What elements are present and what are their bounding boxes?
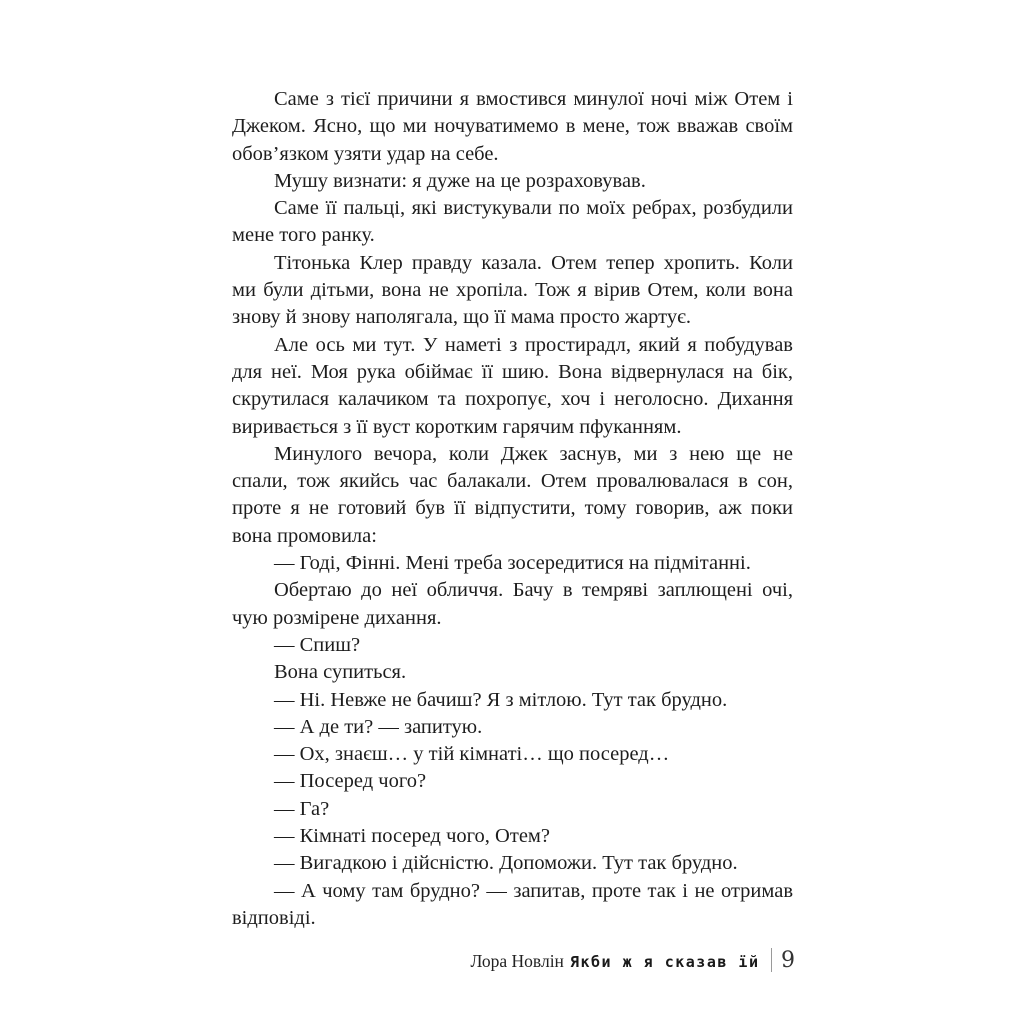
paragraph: Минулого вечора, коли Джек заснув, ми з нею ще не спали, тож якийсь час балакали. Отем провалювалася в сон, проте я не готовий був її відпустити, тому говорив, аж поки вона промовила:: [232, 442, 793, 547]
paragraph: Мушу визнати: я дуже на це розраховував.: [274, 169, 646, 192]
paragraph: — Ох, знаєш… у тій кімнаті… що посеред…: [274, 743, 670, 766]
paragraph: Вона супиться.: [274, 661, 407, 684]
paragraph: — Посеред чого?: [274, 770, 427, 793]
page-footer: [232, 948, 795, 973]
footer-page-number: 9: [781, 948, 795, 973]
footer-book-title: Якби ж я сказав їй: [569, 953, 760, 971]
footer-author: Лора Новлін: [470, 951, 564, 971]
paragraph: Тітонька Клер правду казала. Отем тепер хропить. Коли ми були дітьми, вона не хропіла. Тож я вірив Отем, коли вона знову й знову наполягала, що її мама просто жартує.: [232, 251, 793, 329]
paragraph: — Спиш?: [274, 633, 361, 656]
paragraph: — Га?: [274, 797, 330, 820]
paragraph: — А де ти? — запитую.: [274, 715, 483, 738]
paragraph: Саме з тієї причини я вмостився минулої ночі між Отем і Джеком. Ясно, що ми ночуватимемо в мене, тож вважав своїм обов’язком узяти удар на себе.: [232, 88, 793, 165]
paragraph: Обертаю до неї обличчя. Бачу в темряві заплющені очі, чую розмірене дихання.: [232, 579, 793, 629]
page-text-block: [232, 86, 793, 932]
paragraph: Але ось ми тут. У наметі з простирадл, який я побудував для неї. Моя рука обіймає її шию. Вона відвернулася на бік, скрутилася калачиком та похропує, хоч і неголосно. Дихання виривається з її вуст коротким гарячим пфуканням.: [232, 333, 793, 438]
paragraph: — А чому там брудно? — запитав, проте так і не отримав відповіді.: [232, 879, 793, 929]
paragraph: — Кімнаті посеред чого, Отем?: [274, 825, 550, 848]
paragraph: — Вигадкою і дійсністю. Допоможи. Тут так брудно.: [274, 852, 738, 875]
paragraph: — Ні. Невже не бачиш? Я з мітлою. Тут так брудно.: [274, 688, 728, 711]
paragraph: Саме її пальці, які вистукували по моїх ребрах, розбудили мене того ранку.: [232, 197, 793, 247]
paragraph: — Годі, Фінні. Мені треба зосередитися на підмітанні.: [274, 552, 751, 575]
footer-separator: [771, 948, 773, 972]
